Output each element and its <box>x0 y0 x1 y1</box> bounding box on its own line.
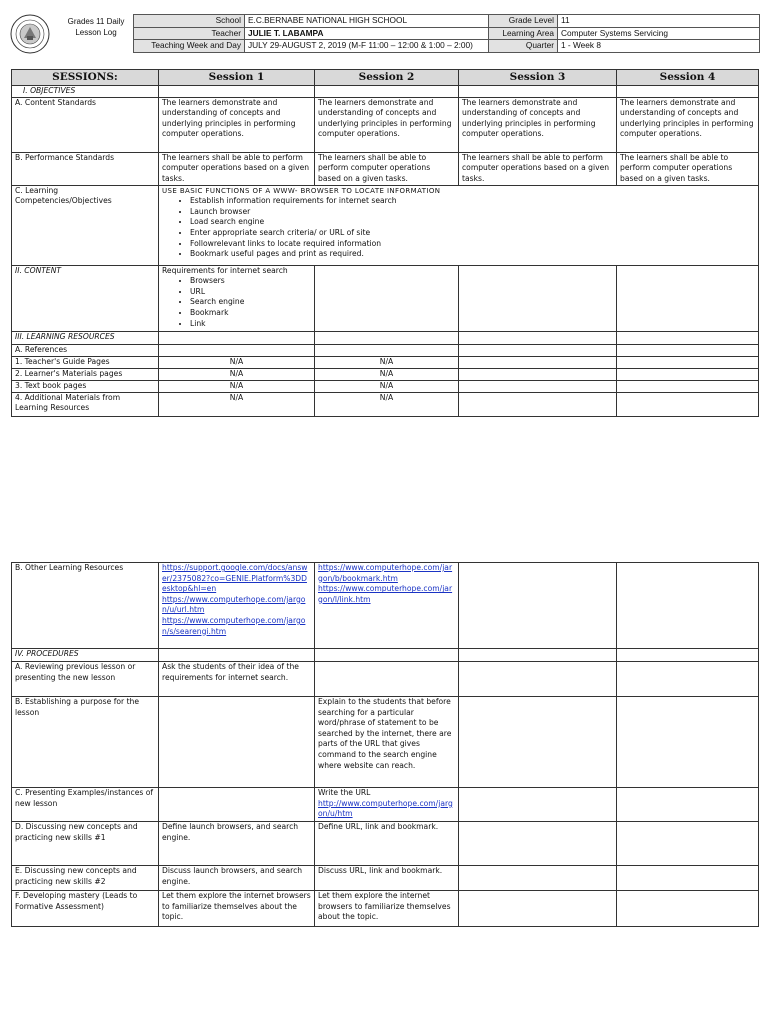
procedure-b-label: B. Establishing a purpose for the lesson <box>12 697 159 788</box>
table-cell: N/A <box>159 356 315 368</box>
other-resources-s2 <box>315 563 459 649</box>
procedure-e-s1: Discuss launch browsers, and search engine. <box>159 866 315 891</box>
list-item: • Establish information requirements for internet search <box>190 196 755 207</box>
table-cell: N/A <box>315 380 459 392</box>
learning-area-label: Learning Area <box>489 27 558 40</box>
title-line-1: Grades 11 Daily <box>67 17 125 26</box>
teaching-week-value: JULY 29-AUGUST 2, 2019 (M-F 11:00 – 12:00 & 1:00 – 2:00) <box>245 40 489 53</box>
quarter-value: 1 - Week 8 <box>558 40 760 53</box>
procedure-c-s2 <box>315 788 459 822</box>
performance-standards-label: B. Performance Standards <box>12 152 159 185</box>
content-standards-s1: The learners demonstrate and understanding of concepts and underlying principles in performing computer operations. <box>159 97 315 152</box>
list-item: • Load search engine <box>190 217 755 228</box>
resource-link[interactable]: https://www.computerhope.com/jargon/l/link.htm <box>318 584 453 604</box>
session-3-header: Session 3 <box>459 70 617 86</box>
procedure-e-s2: Discuss URL, link and bookmark. <box>315 866 459 891</box>
lesson-log-header <box>8 14 758 52</box>
resource-link[interactable]: https://support.google.com/docs/answer/2375082?co=GENIE.Platform%3DDesktop&hl=en <box>162 563 308 594</box>
content-title: Requirements for internet search <box>162 265 288 275</box>
title-line-2: Lesson Log <box>75 28 117 37</box>
procedure-c-text: Write the URL <box>318 788 371 797</box>
table-cell: N/A <box>315 368 459 380</box>
competency-title: USE BASIC FUNCTIONS OF A WWW- BROWSER TO LOCATE INFORMATION <box>162 186 441 195</box>
list-item: • Bookmark <box>190 308 311 319</box>
sessions-header: SESSIONS: <box>12 70 159 86</box>
other-resources-label: B. Other Learning Resources <box>12 563 159 649</box>
procedure-a-s1: Ask the students of their idea of the requirements for internet search. <box>159 662 315 697</box>
table-row-label: 2. Learner's Materials pages <box>12 368 159 380</box>
procedure-c-label: C. Presenting Examples/instances of new lesson <box>12 788 159 822</box>
grade-level-value: 11 <box>558 15 760 28</box>
list-item: • Bookmark useful pages and print as required. <box>190 249 755 260</box>
content-standards-label: A. Content Standards <box>12 97 159 152</box>
content-list <box>162 276 311 329</box>
other-resources-s1 <box>159 563 315 649</box>
lesson-log-table-page1 <box>11 69 759 417</box>
table-row-label: 4. Additional Materials from Learning Resources <box>12 392 159 416</box>
content-s1 <box>159 265 315 331</box>
list-item: • Followrelevant links to locate required information <box>190 239 755 250</box>
procedure-e-label: E. Discussing new concepts and practicing new skills #2 <box>12 866 159 891</box>
table-row-label: 3. Text book pages <box>12 380 159 392</box>
objectives-section-label: I. OBJECTIVES <box>12 86 159 98</box>
performance-standards-s3: The learners shall be able to perform computer operations based on a given tasks. <box>459 152 617 185</box>
table-row-label: 1. Teacher's Guide Pages <box>12 356 159 368</box>
competencies-cell <box>159 185 759 265</box>
competencies-label: C. Learning Competencies/Objectives <box>12 185 159 265</box>
competency-list <box>162 196 755 260</box>
teacher-label: Teacher <box>134 27 245 40</box>
learning-area-value: Computer Systems Servicing <box>558 27 760 40</box>
content-standards-s3: The learners demonstrate and understanding of concepts and underlying principles in performing computer operations. <box>459 97 617 152</box>
references-label: A. References <box>12 344 159 356</box>
school-label: School <box>134 15 245 28</box>
learning-resources-label: III. LEARNING RESOURCES <box>12 331 159 344</box>
list-item: • Link <box>190 319 311 330</box>
procedures-label: IV. PROCEDURES <box>12 649 159 662</box>
header-info-table <box>133 14 760 53</box>
list-item: • Search engine <box>190 297 311 308</box>
school-value: E.C.BERNABE NATIONAL HIGH SCHOOL <box>245 15 489 28</box>
table-cell: N/A <box>159 392 315 416</box>
resource-link[interactable]: https://www.computerhope.com/jargon/b/bookmark.htm <box>318 563 453 583</box>
list-item: • Enter appropriate search criteria/ or URL of site <box>190 228 755 239</box>
session-1-header: Session 1 <box>159 70 315 86</box>
list-item: • Launch browser <box>190 207 755 218</box>
procedure-a-label: A. Reviewing previous lesson or presenting the new lesson <box>12 662 159 697</box>
table-cell: N/A <box>159 380 315 392</box>
lesson-log-table-page2 <box>11 562 759 927</box>
session-4-header: Session 4 <box>617 70 759 86</box>
table-cell: N/A <box>159 368 315 380</box>
procedure-b-s2: Explain to the students that before searching for a particular word/phrase of statement to be searched by the internet, there are parts of the URL that gives command to the search engine where website can reach. <box>315 697 459 788</box>
performance-standards-s4: The learners shall be able to perform computer operations based on a given tasks. <box>617 152 759 185</box>
procedure-d-s2: Define URL, link and bookmark. <box>315 822 459 866</box>
content-standards-s4: The learners demonstrate and understanding of concepts and underlying principles in performing computer operations. <box>617 97 759 152</box>
resource-link[interactable]: https://www.computerhope.com/jargon/s/searengi.htm <box>162 615 306 636</box>
table-cell: N/A <box>315 356 459 368</box>
procedure-d-label: D. Discussing new concepts and practicing new skills #1 <box>12 822 159 866</box>
performance-standards-s2: The learners shall be able to perform computer operations based on a given tasks. <box>315 152 459 185</box>
resource-link[interactable]: http://www.computerhope.com/jargon/u/htm <box>318 798 453 819</box>
list-item: • Browsers <box>190 276 311 287</box>
session-2-header: Session 2 <box>315 70 459 86</box>
content-section-label: II. CONTENT <box>12 265 159 331</box>
document-title <box>56 16 136 38</box>
resource-link[interactable]: https://www.computerhope.com/jargon/u/url.htm <box>162 594 306 615</box>
procedure-f-s1: Let them explore the internet browsers to familiarize themselves about the topic. <box>159 891 315 927</box>
teaching-week-label: Teaching Week and Day <box>134 40 245 53</box>
list-item: • URL <box>190 287 311 298</box>
content-standards-s2: The learners demonstrate and understanding of concepts and underlying principles in performing computer operations. <box>315 97 459 152</box>
procedure-d-s1: Define launch browsers, and search engine. <box>159 822 315 866</box>
procedure-f-s2: Let them explore the internet browsers to familiarize themselves about the topic. <box>315 891 459 927</box>
table-cell: N/A <box>315 392 459 416</box>
deped-seal-logo <box>10 14 50 54</box>
performance-standards-s1: The learners shall be able to perform computer operations based on a given tasks. <box>159 152 315 185</box>
quarter-label: Quarter <box>489 40 558 53</box>
procedure-f-label: F. Developing mastery (Leads to Formative Assessment) <box>12 891 159 927</box>
grade-level-label: Grade Level <box>489 15 558 28</box>
teacher-value: JULIE T. LABAMPA <box>245 27 489 40</box>
